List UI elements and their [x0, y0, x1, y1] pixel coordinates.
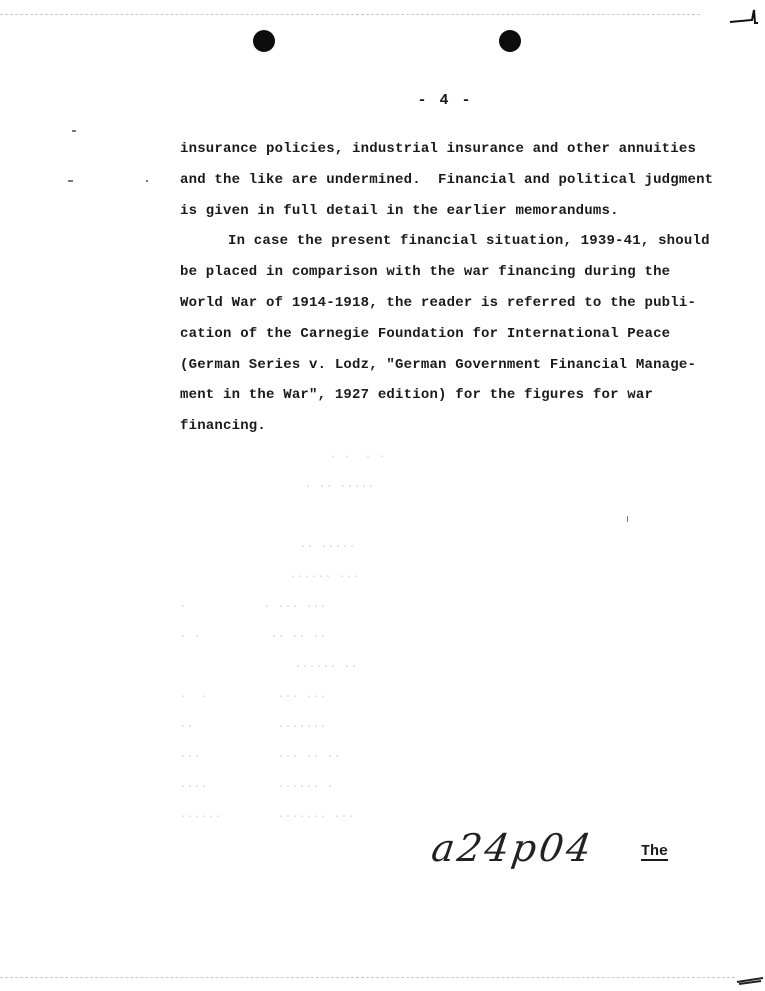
page-number: - 4 -	[417, 92, 473, 109]
bleed-through: ······ ······· ···	[180, 812, 356, 823]
bottom-corner-mark	[735, 972, 765, 986]
speck	[72, 130, 76, 132]
bleed-through: ·· ·······	[180, 722, 328, 733]
body-line: cation of the Carnegie Foundation for International Peace	[180, 325, 671, 342]
body-line: and the like are undermined. Financial and political judgment	[180, 171, 714, 188]
body-line: insurance policies, industrial insurance and other annuities	[180, 141, 697, 157]
bleed-through: · · ··· ···	[180, 692, 328, 703]
bleed-through: ······ ···	[290, 572, 361, 583]
handwritten-reference: a24p04	[428, 826, 597, 870]
speck	[146, 180, 148, 182]
punch-hole-left	[253, 30, 275, 52]
speck	[627, 516, 628, 522]
corner-ink-mark	[728, 8, 758, 26]
body-text	[180, 134, 740, 442]
bleed-through: · · · ·	[330, 452, 387, 463]
bleed-through: · · ·· ·· ··	[180, 632, 328, 643]
body-line: ment in the War", 1927 edition) for the figures for war	[180, 387, 654, 404]
catchword: The	[641, 843, 669, 860]
speck	[68, 180, 73, 182]
bleed-through: ·· ·····	[300, 542, 357, 553]
punch-hole-right	[499, 30, 521, 52]
body-line: be placed in comparison with the war financing during the	[180, 264, 671, 281]
bleed-through: · ·· ·····	[305, 482, 376, 493]
body-line: financing.	[180, 418, 267, 435]
bleed-through: ······ ··	[295, 662, 359, 673]
body-line: World War of 1914-1918, the reader is referred to the publi-	[180, 294, 697, 311]
bleed-through: · · ··· ···	[180, 602, 328, 613]
bleed-through: ··· ··· ·· ··	[180, 752, 342, 763]
top-scan-edge	[0, 14, 700, 15]
bottom-scan-edge	[0, 977, 735, 978]
bleed-through: ···· ······ ·	[180, 782, 335, 793]
body-line: (German Series v. Lodz, "German Government Financial Manage-	[180, 356, 697, 373]
body-line: In case the present financial situation, 1939-41, should	[228, 233, 710, 250]
body-line: is given in full detail in the earlier memorandums.	[180, 202, 619, 219]
